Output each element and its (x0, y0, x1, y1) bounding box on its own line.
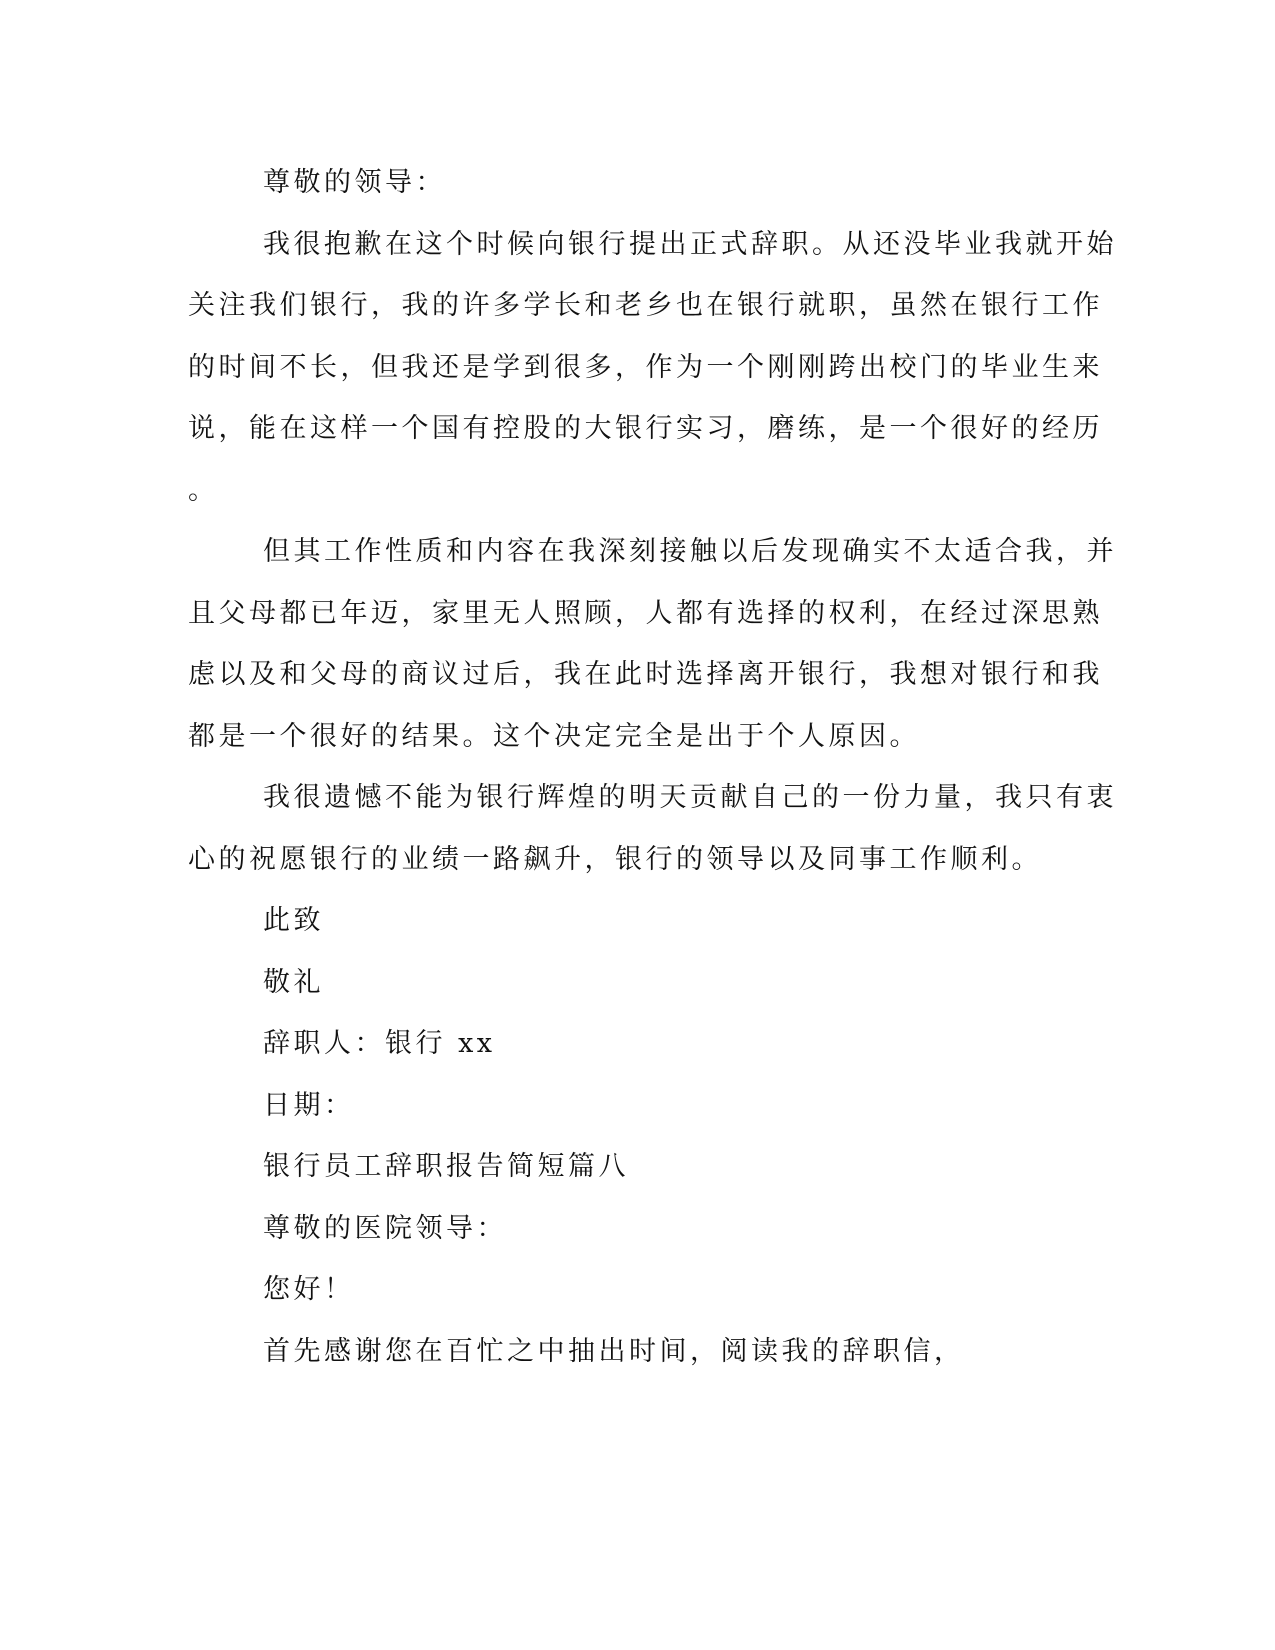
paragraph-2-line-3: 虑以及和父母的商议过后，我在此时选择离开银行，我想对银行和我 (188, 659, 1103, 690)
paragraph-4: 首先感谢您在百忙之中抽出时间，阅读我的辞职信， (263, 1335, 965, 1367)
greeting: 您好！ (263, 1274, 355, 1305)
paragraph-1-line-5: 。 (188, 474, 219, 506)
paragraph-1-line-2: 关注我们银行，我的许多学长和老乡也在银行就职，虽然在银行工作 (188, 290, 1103, 321)
paragraph-1-line-3: 的时间不长，但我还是学到很多，作为一个刚刚跨出校门的毕业生来 (188, 351, 1103, 383)
paragraph-2-line-2: 且父母都已年迈，家里无人照顾，人都有选择的权利，在经过深思熟 (188, 597, 1103, 629)
letter-body (188, 152, 1117, 1382)
section-title: 银行员工辞职报告简短篇八 (263, 1151, 629, 1182)
signer: 辞职人：银行 xx (263, 1028, 496, 1059)
salutation: 尊敬的领导： (263, 167, 446, 198)
paragraph-3-line-1: 我很遗憾不能为银行辉煌的明天贡献自己的一份力量，我只有衷 (263, 782, 1117, 813)
closing-2: 敬礼 (263, 966, 324, 998)
paragraph-2-line-1: 但其工作性质和内容在我深刻接触以后发现确实不太适合我，并 (263, 536, 1117, 567)
paragraph-2-line-4: 都是一个很好的结果。这个决定完全是出于个人原因。 (188, 720, 920, 752)
paragraph-3-line-2: 心的祝愿银行的业绩一路飙升，银行的领导以及同事工作顺利。 (188, 843, 1042, 875)
paragraph-1-line-4: 说，能在这样一个国有控股的大银行实习，磨练，是一个很好的经历 (188, 413, 1103, 444)
salutation-2: 尊敬的医院领导： (263, 1212, 507, 1244)
closing-1: 此致 (263, 905, 324, 936)
paragraph-1-line-1: 我很抱歉在这个时候向银行提出正式辞职。从还没毕业我就开始 (263, 228, 1117, 260)
date: 日期： (263, 1089, 355, 1121)
